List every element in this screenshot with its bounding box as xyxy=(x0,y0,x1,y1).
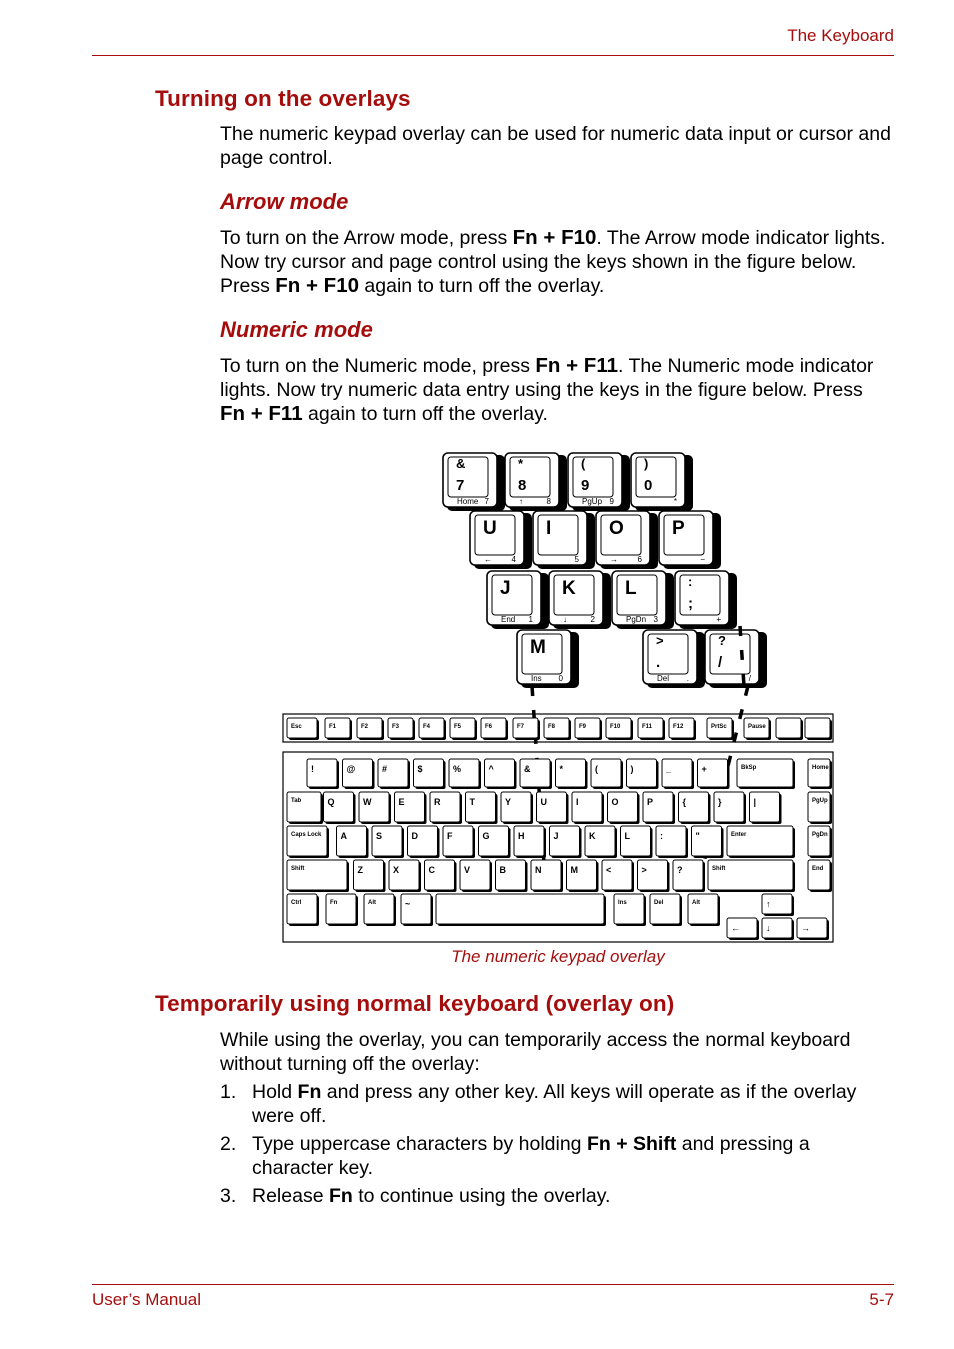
keyboard-key xyxy=(808,759,832,789)
key-label: PgDn xyxy=(812,832,828,838)
key-label: 1 xyxy=(528,615,533,624)
keyboard-key xyxy=(325,718,352,740)
key-label: ) xyxy=(630,764,634,774)
key-label: I xyxy=(576,797,579,807)
keyboard-key xyxy=(537,792,569,824)
keyboard-key xyxy=(389,860,421,892)
key-label: > xyxy=(656,633,664,648)
key-label: PrtSc xyxy=(711,724,727,730)
key-label: + xyxy=(716,615,721,624)
arrow-mode-paragraph: To turn on the Arrow mode, press Fn + F10. The Arrow mode indicator lights. Now try cursor and page control using the keys shown in the figure below. Press Fn + F10 again to turn off the overlay. xyxy=(220,226,886,297)
key-label: M xyxy=(530,637,546,658)
keyboard-key xyxy=(337,826,369,858)
key-combo: Fn + F11 xyxy=(220,402,303,425)
key-combo: Fn + F10 xyxy=(275,274,359,297)
footer-manual-title: User’s Manual xyxy=(92,1290,201,1309)
overlay-key xyxy=(659,511,721,569)
keyboard-key xyxy=(485,759,517,789)
keyboard-key xyxy=(364,894,396,926)
keyboard-key xyxy=(679,792,711,824)
keyboard-key xyxy=(401,894,433,926)
key-label: Del xyxy=(657,674,670,683)
keyboard-key xyxy=(450,718,477,740)
key-label: Del xyxy=(654,900,664,906)
overlay-key xyxy=(533,511,595,569)
keyboard-key xyxy=(606,718,633,740)
key-label: 9 xyxy=(609,497,614,506)
overlay-key xyxy=(596,511,658,569)
key-label: End xyxy=(501,615,516,624)
key-label: Fn xyxy=(330,900,338,906)
key-label: ↑ xyxy=(766,899,771,909)
keyboard-key xyxy=(614,894,646,926)
key-label: 9 xyxy=(581,477,590,494)
overlay-key xyxy=(675,571,737,629)
key-label: F7 xyxy=(517,724,525,730)
key-label: Alt xyxy=(368,900,376,906)
key-label: R xyxy=(434,797,441,807)
keyboard-key xyxy=(287,894,319,926)
key-label: ) xyxy=(644,456,649,471)
keyboard-key xyxy=(688,894,720,926)
keyboard-key xyxy=(514,826,546,858)
running-header: The Keyboard xyxy=(787,26,894,45)
key-label: PgUp xyxy=(582,497,603,506)
key-label: 2 xyxy=(590,615,595,624)
key-label: Home xyxy=(812,765,829,771)
keyboard-key xyxy=(714,792,746,824)
key-label: 8 xyxy=(518,477,527,494)
overlay-key xyxy=(631,453,693,511)
keyboard-key xyxy=(479,826,511,858)
overlay-key xyxy=(705,630,767,688)
keyboard-key xyxy=(805,718,832,740)
key-label: M xyxy=(570,865,578,875)
key-label: L xyxy=(625,578,637,599)
key-label: − xyxy=(700,555,705,564)
key-label: # xyxy=(382,764,388,774)
keyboard-key xyxy=(621,826,653,858)
key-label: F3 xyxy=(392,724,400,730)
figure-caption: The numeric keypad overlay xyxy=(451,947,665,966)
keyboard-key xyxy=(707,718,734,740)
key-label: @ xyxy=(346,764,356,774)
keyboard-key xyxy=(436,894,606,926)
key-label: → xyxy=(801,923,810,933)
key-label: * xyxy=(559,764,564,774)
key-label: < xyxy=(606,865,612,875)
keyboard-key xyxy=(414,759,446,789)
key-label: * xyxy=(673,497,677,506)
key-label: Tab xyxy=(291,798,302,804)
keyboard-key xyxy=(520,759,552,789)
key-label: L xyxy=(624,831,630,841)
key-label: : xyxy=(688,574,693,589)
key-label: X xyxy=(393,865,400,875)
keyboard-key xyxy=(513,718,540,740)
keypad-overlay-figure xyxy=(0,440,954,945)
keyboard-key xyxy=(408,826,440,858)
temporary-intro-paragraph: While using the overlay, you can temporarily access the normal keyboard without turning off the overlay: xyxy=(220,1029,851,1075)
keyboard-key xyxy=(737,759,795,789)
key-label: . xyxy=(656,654,661,671)
key-label: $ xyxy=(417,764,423,774)
key-label: 5 xyxy=(574,555,579,564)
footer-rule xyxy=(92,1284,894,1285)
key-label: ↓ xyxy=(563,615,567,624)
key-label: N xyxy=(535,865,542,875)
overlay-key xyxy=(487,571,549,629)
keyboard-key xyxy=(708,860,795,892)
key-label: F10 xyxy=(610,724,621,730)
keyboard-key xyxy=(425,860,457,892)
key-label: Alt xyxy=(692,900,700,906)
keyboard-key xyxy=(443,826,475,858)
key-label: F9 xyxy=(579,724,587,730)
keyboard-key xyxy=(727,826,795,858)
section-heading-overlays: Turning on the overlays xyxy=(155,86,411,111)
keyboard-key xyxy=(287,792,323,824)
key-label: 7 xyxy=(456,477,465,494)
section-heading-temporary: Temporarily using normal keyboard (overlay on) xyxy=(155,991,675,1016)
keyboard-key xyxy=(357,718,384,740)
keyboard-key xyxy=(692,826,724,858)
keyboard-key xyxy=(550,826,582,858)
keyboard-key xyxy=(662,759,694,789)
key-label: ; xyxy=(688,595,693,612)
keyboard-key xyxy=(643,792,675,824)
key-label: | xyxy=(753,797,757,807)
keyboard-key xyxy=(744,718,771,740)
key-label: PgDn xyxy=(626,615,647,624)
keyboard-key xyxy=(466,792,498,824)
page-number: 5-7 xyxy=(869,1290,894,1309)
keyboard-key xyxy=(656,826,688,858)
keyboard-key xyxy=(698,759,730,789)
key-label: ? xyxy=(677,865,683,875)
keyboard-key xyxy=(430,792,462,824)
key-label: ↑ xyxy=(519,497,523,506)
key-label: F11 xyxy=(642,724,653,730)
keyboard-key xyxy=(585,826,617,858)
key-label: 7 xyxy=(484,497,489,506)
key-label: F1 xyxy=(329,724,337,730)
key-label: U xyxy=(540,797,547,807)
keyboard-key xyxy=(797,918,829,940)
keyboard-key xyxy=(287,718,319,740)
key-label: P xyxy=(647,797,654,807)
key-label: O xyxy=(611,797,619,807)
key-label: Pause xyxy=(748,724,766,730)
key-label: O xyxy=(609,518,624,539)
overlay-key xyxy=(505,453,567,511)
key-label: F xyxy=(447,831,453,841)
numeric-mode-paragraph: To turn on the Numeric mode, press Fn + F11. The Numeric mode indicator lights. Now try numeric data entry using the keys in the figure below. Press Fn + F11 again to turn off the overlay. xyxy=(220,354,874,425)
key-label: W xyxy=(363,797,372,807)
key-label: F5 xyxy=(454,724,462,730)
keyboard-key xyxy=(460,860,492,892)
keyboard-key xyxy=(359,792,391,824)
key-label: & xyxy=(524,764,531,774)
key-label: 3 xyxy=(653,615,658,624)
list-item: 3. Release Fn to continue using the overlay. xyxy=(220,1185,611,1207)
keyboard-key xyxy=(762,918,794,940)
key-label: ↓ xyxy=(766,923,771,933)
keyboard-key xyxy=(501,792,533,824)
key-label: K xyxy=(562,578,576,599)
keyboard-key xyxy=(727,918,759,940)
keyboard-key xyxy=(378,759,410,789)
key-label: } xyxy=(718,797,722,807)
key-label: 8 xyxy=(546,497,551,506)
key-label: F8 xyxy=(548,724,556,730)
key-label: Shift xyxy=(291,866,305,872)
keyboard-key xyxy=(750,792,782,824)
keyboard-key xyxy=(808,826,832,858)
keyboard-key xyxy=(776,718,803,740)
key-label: / xyxy=(748,674,751,683)
key-label: Ins xyxy=(531,674,542,683)
key-label: 0 xyxy=(644,477,653,494)
keyboard-key xyxy=(591,759,623,789)
overlay-key xyxy=(643,630,705,688)
key-label: ^ xyxy=(488,764,494,774)
list-item: 1. Hold Fn and press any other key. All keys will operate as if the overlay were off. xyxy=(220,1081,857,1127)
header-rule xyxy=(92,55,894,56)
keyboard-key xyxy=(395,792,427,824)
key-label: F4 xyxy=(423,724,431,730)
keyboard-key xyxy=(608,792,640,824)
key-label: → xyxy=(610,555,618,564)
overlay-intro-paragraph: The numeric keypad overlay can be used for numeric data input or cursor and page control. xyxy=(220,123,891,169)
overlay-key xyxy=(549,571,611,629)
key-label: ! xyxy=(311,764,314,774)
overlay-key xyxy=(443,453,505,511)
key-label: ( xyxy=(595,764,598,774)
keyboard-key xyxy=(481,718,508,740)
key-label: G xyxy=(482,831,490,841)
key-label: B xyxy=(499,865,506,875)
key-label: 6 xyxy=(637,555,642,564)
key-label: ← xyxy=(731,923,740,933)
keyboard-key xyxy=(572,792,604,824)
keyboard-key xyxy=(343,759,375,789)
keyboard-key xyxy=(638,718,665,740)
overlay-key xyxy=(568,453,630,511)
keyboard-key xyxy=(808,792,832,824)
key-label: Esc xyxy=(291,724,302,730)
key-label: T xyxy=(469,797,475,807)
key-label: End xyxy=(812,866,824,872)
keyboard-key xyxy=(544,718,571,740)
key-label: S xyxy=(376,831,383,841)
keyboard-key xyxy=(808,860,832,892)
key-label: ~ xyxy=(405,899,411,909)
keyboard-key xyxy=(669,718,696,740)
key-label: F2 xyxy=(361,724,369,730)
overlay-key xyxy=(470,511,532,569)
key-label: Ins xyxy=(618,900,627,906)
key-combo: Fn + F11 xyxy=(535,354,618,377)
key-label: Caps Lock xyxy=(291,832,322,838)
key-label: / xyxy=(718,654,723,671)
keyboard-key xyxy=(627,759,659,789)
key-label: Y xyxy=(505,797,512,807)
keyboard-key xyxy=(324,792,356,824)
key-label: U xyxy=(483,518,497,539)
keyboard-key xyxy=(556,759,588,789)
key-label: ( xyxy=(581,456,586,471)
list-item: 2. Type uppercase characters by holding Fn + Shift and pressing a character key. xyxy=(220,1133,810,1179)
overlay-key xyxy=(612,571,674,629)
key-label: Shift xyxy=(712,866,726,872)
keyboard-key xyxy=(650,894,682,926)
key-label: C xyxy=(428,865,435,875)
key-label: J xyxy=(553,831,559,841)
key-label: Enter xyxy=(731,832,747,838)
keyboard-key xyxy=(326,894,358,926)
key-label: % xyxy=(453,764,462,774)
keyboard-key xyxy=(388,718,415,740)
key-label: ← xyxy=(484,555,492,564)
keyboard-key xyxy=(762,894,794,916)
key-label: PgUp xyxy=(812,798,828,804)
key-label: D xyxy=(411,831,418,841)
keyboard-key xyxy=(287,826,329,858)
key-label: . xyxy=(686,674,689,683)
key-label: " xyxy=(695,831,700,841)
key-label: * xyxy=(518,456,524,471)
key-label: Home xyxy=(457,497,479,506)
keyboard-key xyxy=(307,759,339,789)
keyboard-key xyxy=(449,759,481,789)
key-label: { xyxy=(682,797,687,807)
key-label: A xyxy=(340,831,347,841)
key-combo: Fn + F10 xyxy=(512,226,597,249)
keyboard-key xyxy=(575,718,602,740)
key-label: Z xyxy=(357,865,363,875)
numeric-mode-heading: Numeric mode xyxy=(220,317,373,342)
enlarged-overlay-keys xyxy=(443,453,767,688)
key-label: + xyxy=(701,764,707,774)
overlay-key xyxy=(517,630,579,688)
key-label: K xyxy=(589,831,596,841)
key-label: H xyxy=(518,831,525,841)
key-label: E xyxy=(398,797,405,807)
keyboard-key xyxy=(354,860,386,892)
key-label: P xyxy=(672,518,685,539)
keyboard-key xyxy=(638,860,670,892)
keyboard-key xyxy=(287,860,349,892)
arrow-mode-heading: Arrow mode xyxy=(220,189,349,214)
keyboard-key xyxy=(496,860,528,892)
key-label: Ctrl xyxy=(291,900,302,906)
keyboard-key xyxy=(602,860,634,892)
key-label: > xyxy=(641,865,647,875)
keyboard-key xyxy=(673,860,705,892)
keyboard-diagram xyxy=(283,714,833,942)
key-label: V xyxy=(464,865,471,875)
key-label: J xyxy=(500,578,511,599)
key-label: Q xyxy=(327,797,335,807)
key-label: I xyxy=(546,518,552,539)
keyboard-key xyxy=(372,826,404,858)
keyboard-key xyxy=(419,718,446,740)
key-label: ? xyxy=(718,633,726,648)
keyboard-key xyxy=(567,860,599,892)
keyboard-key xyxy=(531,860,563,892)
key-label: F6 xyxy=(485,724,493,730)
key-label: & xyxy=(456,456,466,471)
key-label: 4 xyxy=(511,555,516,564)
key-label: 0 xyxy=(558,674,563,683)
key-label: F12 xyxy=(673,724,684,730)
key-label: : xyxy=(660,831,663,841)
key-label: _ xyxy=(666,764,672,774)
key-label: BkSp xyxy=(741,765,757,771)
